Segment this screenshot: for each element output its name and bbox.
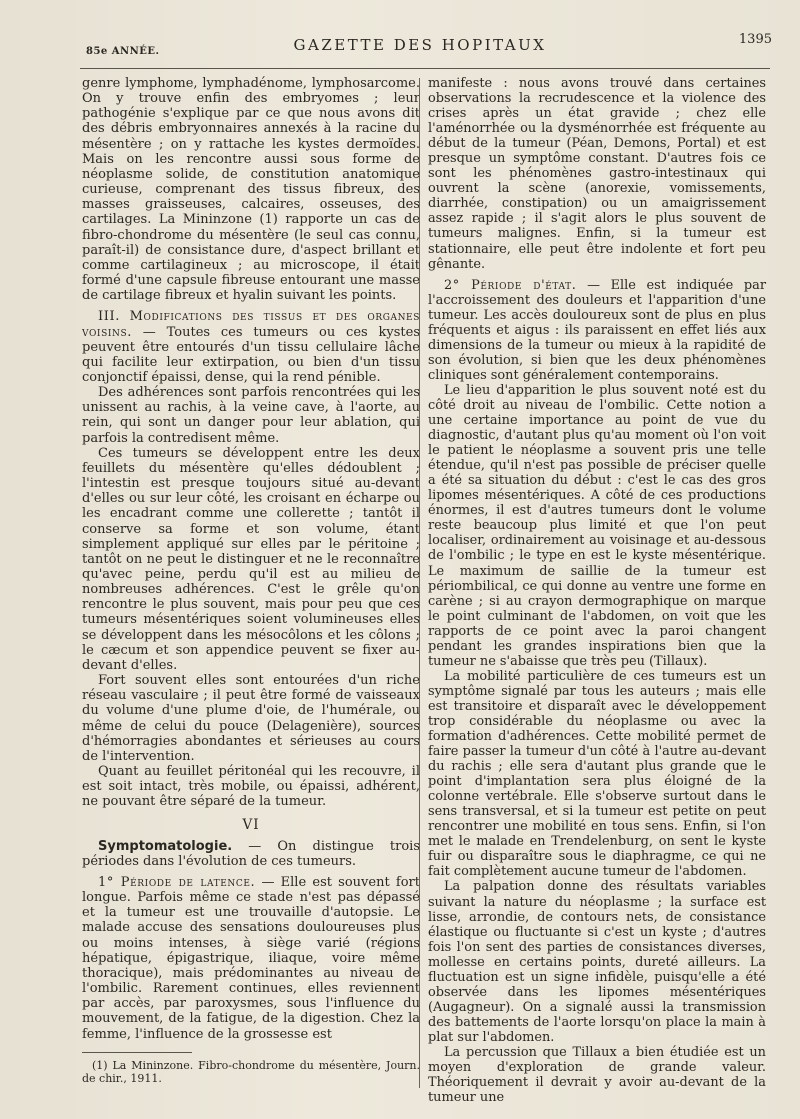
paragraph: genre lymphome, lymphadénome, lymphosarcome. On y trouve enfin des embryomes ; leur pathogénie s'explique par ce que nous avons dit des débris embryonnaires annexés à la racine du mésentère ; on y rattache les kystes dermoïdes. Mais on les rencontre aussi sous forme de néoplasme solide, de constitution anatomique curieuse, comprenant des tissus fibreux, des masses graisseuses, calcaires, osseuses, des cartilages. La Mininzone (1) rapporte un cas de fibro-chondrome du mésentère (le seul cas connu, paraît-il) de consistance dure, d'aspect brillant et comme cartilagineux ; au microscope, il était formé d'une capsule fibreuse entourant une masse de cartilage fibreux et hyalin suivant les points.	[82, 76, 420, 304]
left-column	[82, 76, 420, 1085]
paragraph: Fort souvent elles sont entourées d'un riche réseau vasculaire ; il peut être formé de vaisseaux du volume d'une plume d'oie, de l'humérale, ou même de celui du pouce (Delagenière), sources d'hémorragies abondantes et sérieuses au cours de l'intervention.	[82, 673, 420, 764]
paragraph: La percussion que Tillaux a bien étudiée est un moyen d'exploration de grande valeur. Théoriquement il devrait y avoir au-devant de la tumeur une	[428, 1045, 766, 1106]
paragraph	[82, 839, 420, 869]
paragraph-text: — Elle est souvent fort longue. Parfois même ce stade n'est pas dépassé et la tumeur est une trouvaille d'autopsie. Le malade accuse des sensations douloureuses plus ou moins intenses, à siège varié (régions hépatique, épigastrique, iliaque, voire même thoracique), mais prédominantes au niveau de l'ombilic. Rarement continues, elles reviennent par accès, par paroxysmes, sous l'influence du mouvement, de la fatigue, de la digestion. Chez la femme, l'influence de la grossesse est	[82, 874, 420, 1042]
paragraph: La palpation donne des résultats variables suivant la nature du néoplasme ; la surface est lisse, arrondie, de contours nets, de consistance élastique ou fluctuante si c'est un kyste ; d'autres fois l'on sent des parties de consistances diverses, mollesse en certains points, dureté ailleurs. La fluctuation est un signe infidèle, puisqu'elle a été observée dans les lipomes mésentériques (Augagneur). On a signalé aussi la transmission des battements de l'aorte lorsqu'on place la main à plat sur l'abdomen.	[428, 879, 766, 1045]
paragraph: Ces tumeurs se développent entre les deux feuillets du mésentère qu'elles dédoublent ; l'intestin est presque toujours situé au-devant d'elles ou sur leur côté, les croisant en écharpe ou les encadrant comme une collerette ; tantôt il conserve sa forme et son volume, étant simplement appliqué sur elles par le péritoine ; tantôt on ne peut le distinguer et ne le reconnaître qu'avec peine, perdu qu'il est au milieu de nombreuses adhérences. C'est le grêle qu'on rencontre le plus souvent, mais pour peu que ces tumeurs mésentériques soient volumineuses elles se développent dans les mésocôlons et les côlons ; le cæcum et son appendice peuvent se fixer au-devant d'elles.	[82, 445, 420, 673]
page-header	[60, 30, 780, 60]
page-number: 1395	[738, 32, 772, 47]
paragraph	[82, 875, 420, 1042]
footnote	[82, 1059, 420, 1085]
section-number: VI	[242, 816, 260, 833]
paragraph-text: — On distingue trois périodes dans l'évolution de ces tumeurs.	[82, 838, 420, 869]
footnote-text: (1) La Mininzone. Fibro-chondrome du mésentère, Journ. de chir., 1911.	[82, 1058, 420, 1085]
journal-title: GAZETTE DES HOPITAUX	[293, 36, 547, 54]
subsection-heading: 1° Période de latence.	[98, 874, 256, 890]
column-divider	[419, 78, 420, 1088]
edition-year: 85e ANNÉE.	[86, 46, 160, 57]
paragraph: Le lieu d'apparition le plus souvent noté est du côté droit au niveau de l'ombilic. Cette notion a une certaine importance au point de vue du diagnostic, d'autant plus qu'au moment où l'on voit le patient le néoplasme a souvent pris une telle étendue, qu'il n'est pas possible de préciser quelle a été sa situation du début : c'est le cas des gros lipomes mésentériques. A côté de ces productions énormes, il est d'autres tumeurs dont le volume reste beaucoup plus limité et que l'on peut localiser, ordinairement au voisinage et au-dessous de l'ombilic ; le type en est le kyste mésentérique. Le maximum de saillie de la tumeur est périombilical, ce qui donne au ventre une forme en carène ; si au crayon dermographique on marque le point culminant de l'abdomen, on voit que les rapports de ce point avec la paroi changent pendant les grandes inspirations bien que la tumeur ne s'abaisse que très peu (Tillaux).	[428, 382, 766, 669]
footnote-rule	[82, 1052, 192, 1053]
paragraph	[82, 309, 420, 385]
paragraph-text: — Toutes ces tumeurs ou ces kystes peuvent être entourés d'un tissu cellulaire lâche qui facilite leur extirpation, ou bien d'un tissu conjonctif épaissi, dense, qui la rend pénible.	[82, 324, 420, 385]
section-title: Symptomatologie.	[98, 838, 233, 854]
subsection-heading: 2° Période d'état.	[444, 277, 577, 293]
paragraph: La mobilité particulière de ces tumeurs est un symptôme signalé par tous les auteurs ; mais elle est transitoire et disparaît avec le développement trop considérable du néoplasme ou avec la formation d'adhérences. Cette mobilité permet de faire passer la tumeur d'un côté à l'autre au-devant du rachis ; elle sera d'autant plus grande que le point d'implantation sera plus éloigné de la colonne vertébrale. Elle s'observe surtout dans le sens transversal, et si la tumeur est petite on peut rencontrer une mobilité en tous sens. Enfin, si l'on met le malade en Trendelenburg, on sent le kyste fuir ou disparaître sous le diaphragme, ce qui ne fait complètement aucune tumeur de l'abdomen.	[428, 668, 766, 880]
right-column	[428, 76, 766, 1105]
paragraph: Quant au feuillet péritonéal qui les recouvre, il est soit intact, très mobile, ou épaissi, adhérent, ne pouvant être séparé de la tumeur.	[82, 764, 420, 810]
subsection-heading: III. Modifications des tissus et des organes voisins.	[82, 309, 420, 340]
paragraph-text: — Elle est indiquée par l'accroissement des douleurs et l'apparition d'une tumeur. Les accès douloureux sont de plus en plus fréquents et aigus : ils paraissent en effet liés aux dimensions de la tumeur ou mieux à la rapidité de son évolution, si bien que les deux phénomènes cliniques sont généralement contemporains.	[428, 277, 766, 383]
paragraph: Des adhérences sont parfois rencontrées qui les unissent au rachis, à la veine cave, à l'aorte, au rein, qui sont un danger pour leur ablation, qui parfois la contredisent même.	[82, 385, 420, 446]
header-rule	[80, 68, 770, 69]
paragraph: manifeste : nous avons trouvé dans certaines observations la recrudescence et la violence des crises après un état gravide ; chez elle l'aménorrhée ou la dysménorrhée est fréquente au début de la tumeur (Péan, Demons, Portal) et est presque un symptôme constant. D'autres fois ce sont les phénomènes gastro-intestinaux qui ouvrent la scène (anorexie, vomissements, diarrhée, constipation) ou un amaigrissement assez rapide ; il s'agit alors le plus souvent de tumeurs malignes. Enfin, si la tumeur est stationnaire, elle peut être indolente et fort peu gênante.	[428, 76, 766, 272]
paragraph	[428, 278, 766, 383]
